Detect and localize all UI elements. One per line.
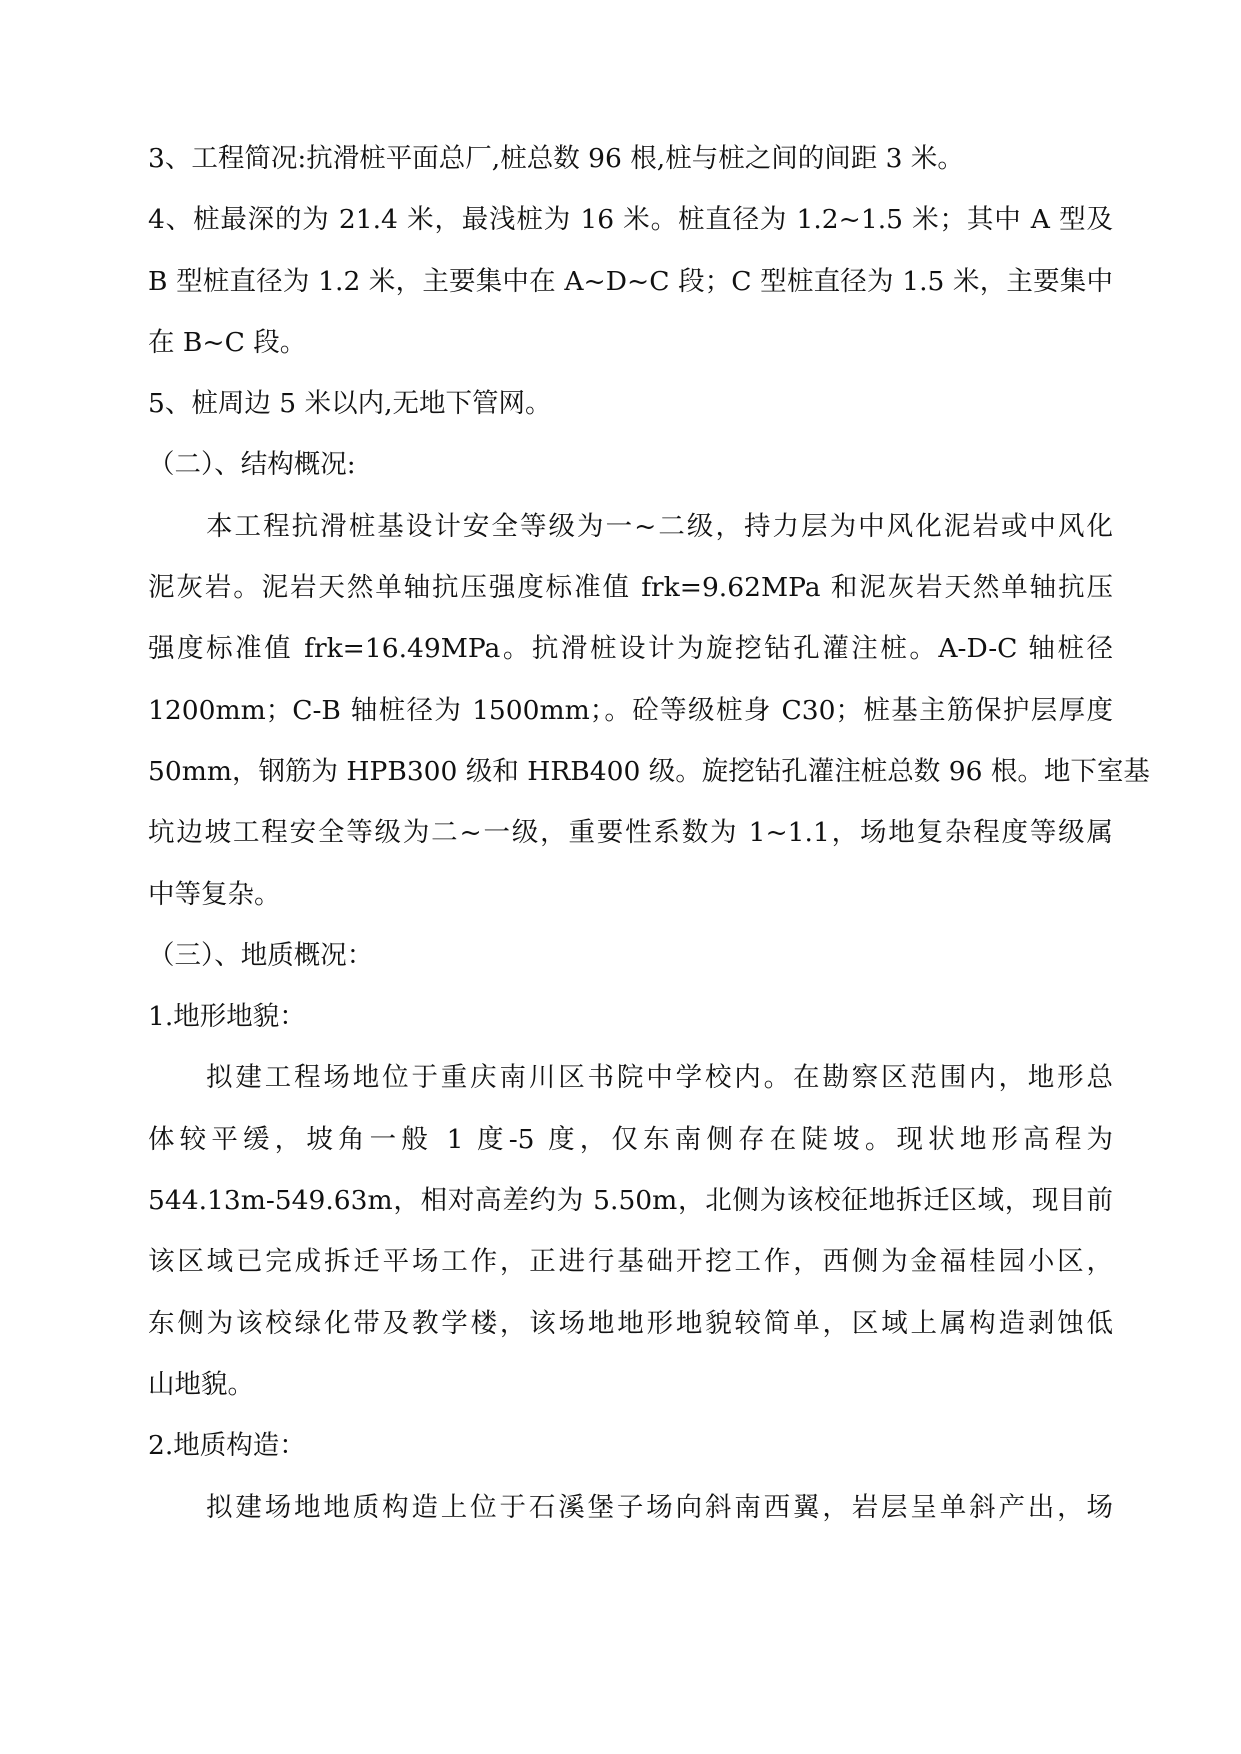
- document-body: [148, 128, 1150, 1538]
- text-line: 中等复杂。: [148, 878, 281, 910]
- text-line: 1200mm；C-B 轴桩径为 1500mm；。砼等级桩身 C30；桩基主筋保护层厚度: [148, 694, 1113, 726]
- text-line: 该区域已完成拆迁平场工作，正进行基础开挖工作，西侧为金福桂园小区，: [148, 1246, 1113, 1278]
- subsection-heading: 2.地质构造：: [148, 1430, 306, 1462]
- section-heading: （二）、结构概况:: [148, 449, 356, 481]
- text-line: 拟建场地地质构造上位于石溪堡子场向斜南西翼，岩层呈单斜产出，场: [206, 1491, 1113, 1523]
- text-line: 本工程抗滑桩基设计安全等级为一~二级，持力层为中风化泥岩或中风化: [206, 510, 1113, 542]
- text-line: 拟建工程场地位于重庆南川区书院中学校内。在勘察区范围内，地形总: [206, 1062, 1113, 1094]
- text-line: 在 B~C 段。: [148, 326, 307, 358]
- text-line: 50mm，钢筋为 HPB300 级和 HRB400 级。旋挖钻孔灌注桩总数 96 根。地下室基: [148, 755, 1150, 787]
- text-line: B 型桩直径为 1.2 米，主要集中在 A~D~C 段；C 型桩直径为 1.5 米，主要集中: [148, 265, 1113, 297]
- text-line: 体较平缓，坡角一般 1 度-5 度，仅东南侧存在陡坡。现状地形高程为: [148, 1123, 1113, 1155]
- text-line: 4、桩最深的为 21.4 米，最浅桩为 16 米。桩直径为 1.2~1.5 米；其中 A 型及: [148, 204, 1113, 236]
- text-line: 5、桩周边 5 米以内,无地下管网。: [148, 388, 552, 420]
- text-line: 3、工程简况:抗滑桩平面总厂,桩总数 96 根,桩与桩之间的间距 3 米。: [148, 143, 964, 174]
- text-line: 山地貌。: [148, 1368, 254, 1400]
- text-line: 强度标准值 frk=16.49MPa。抗滑桩设计为旋挖钻孔灌注桩。A-D-C 轴桩径: [148, 633, 1113, 665]
- text-line: 泥灰岩。泥岩天然单轴抗压强度标准值 frk=9.62MPa 和泥灰岩天然单轴抗压: [148, 572, 1113, 604]
- subsection-heading: 1.地形地貌：: [148, 1001, 306, 1033]
- text-line: 544.13m-549.63m，相对高差约为 5.50m，北侧为该校征地拆迁区域，现目前: [148, 1185, 1113, 1217]
- text-line: 东侧为该校绿化带及教学楼，该场地地形地貌较简单，区域上属构造剥蚀低: [148, 1307, 1113, 1339]
- section-heading: （三）、地质概况：: [148, 939, 374, 971]
- text-line: 坑边坡工程安全等级为二~一级，重要性系数为 1~1.1，场地复杂程度等级属: [148, 817, 1113, 849]
